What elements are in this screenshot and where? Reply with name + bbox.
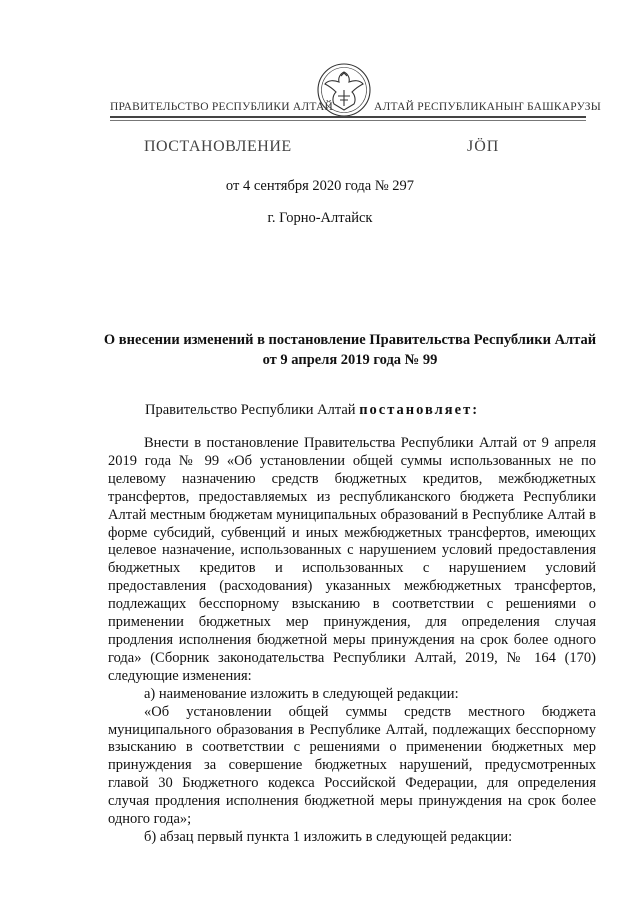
decree-line [145,402,479,419]
paragraph: б) абзац первый пункта 1 изложить в следующей редакции: [144,828,513,845]
document-body [108,435,596,847]
document-title: О внесении изменений в постановление Правительства Республики Алтай от 9 апреля 2019 года № 99 [103,332,597,368]
paragraph: Внести в постановление Правительства Республики Алтай от 9 апреля 2019 года № 99 «Об установлении общей суммы использованных не по целевому назначению средств бюджетных кредитов, межбюджетных трансфертов, предоставляемых из республиканского бюджета Республики Алтай местным бюджетам муниципальных образований в Республике Алтай в форме субсидий, субвенций и иных межбюджетных трансфертов, имеющих целевое назначение, использованных с нарушением условий предоставления бюджетных кредитов и использованных с нарушением условий предоставления (расходования) указанных межбюджетных трансфертов, подлежащих бесспорному взысканию в соответствии с решениями о применении бюджетных мер принуждения, для определения случая продления исполнения бюджетной меры принуждения на срок более одного года» (Сборник законодательства Республики Алтай, 2019, № 164 (170) следующие изменения: [108,435,596,684]
header-divider [110,116,586,118]
doc-type-ru: ПОСТАНОВЛЕНИЕ [144,138,292,155]
header-org-name-ru: ПРАВИТЕЛЬСТВО РЕСПУБЛИКИ АЛТАЙ [110,101,334,113]
header-org-name-alt: АЛТАЙ РЕСПУБЛИКАНЫҤ БАШКАРУЗЫ [374,101,601,113]
decree-verb: постановляет: [359,402,480,418]
document-date-number: от 4 сентября 2020 года № 297 [225,178,415,194]
paragraph: «Об установлении общей суммы средств местного бюджета муниципального образования в Республике Алтай, подлежащих бесспорному взысканию в соответствии с решениями о применении бюджетных мер принуждения за совершение бюджетных нарушений, предусмотренных главой 30 Бюджетного кодекса Российской Федерации, для определения случая продления исполнения бюджетной меры принуждения на срок более одного года»; [108,703,596,828]
paragraph: а) наименование изложить в следующей редакции: [144,685,459,702]
decree-prefix: Правительство Республики Алтай [145,402,356,418]
doc-type-alt: ЈÖП [467,138,500,155]
header-divider-thin [110,120,586,121]
document-city: г. Горно-Алтайск [267,210,373,226]
